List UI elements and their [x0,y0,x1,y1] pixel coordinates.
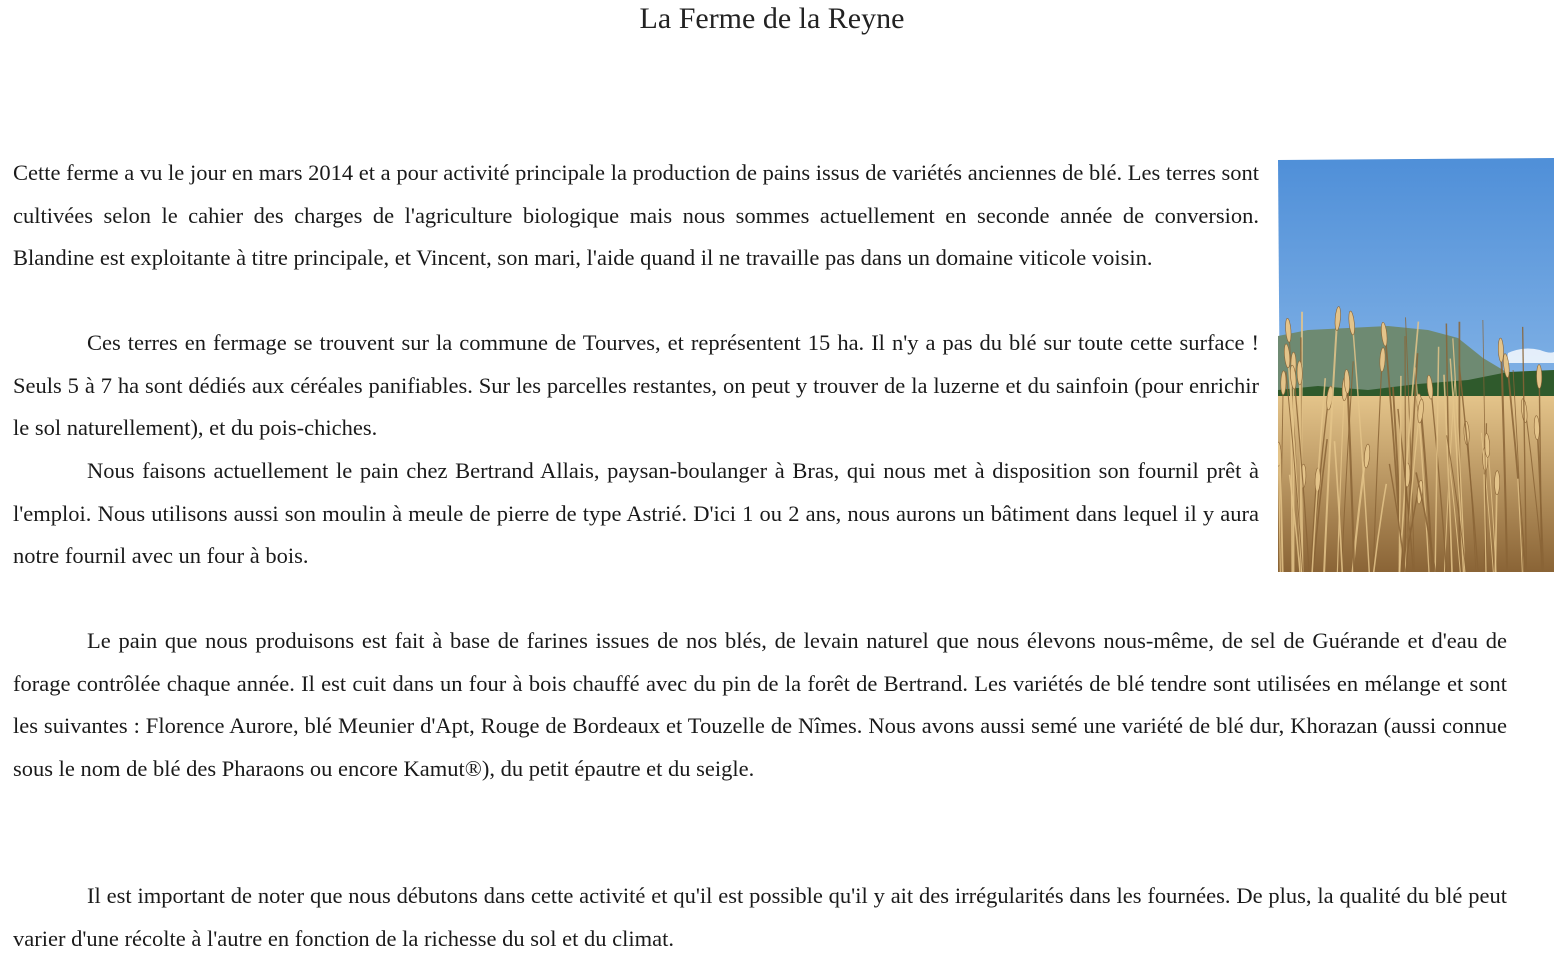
wheat-field-photo [1278,158,1554,572]
wheat-stalk [1405,336,1406,572]
page-title: La Ferme de la Reyne [639,2,905,35]
wheat-ear [1297,361,1303,385]
wheat-ear [1281,371,1287,395]
wheat-ear [1536,364,1542,388]
paragraph-bakery: Nous faisons actuellement le pain chez Bertrand Allais, paysan-boulanger à Bras, qui nous met à disposition son fournil prêt à l'emploi. Nous utilisons aussi son moulin à meule de pierre de type Astrié. D'ici 1 ou 2 ans, nous aurons un bâtiment dans lequel il y aura notre fournil avec un four à bois. [13,458,1259,569]
wheat-field-illustration [1278,158,1554,572]
paragraph-disclaimer: Il est important de noter que nous débutons dans cette activité et qu'il est possible qu'il y ait des irrégularités dans les fournées. De plus, la qualité du blé peut varier d'une récolte à l'autre en fonction de la richesse du sol et du climat. [13,883,1507,951]
wheat-ear [1494,471,1499,495]
paragraph-farm-intro: Cette ferme a vu le jour en mars 2014 et a pour activité principale la production de pains issus de variétés anciennes de blé. Les terres sont cultivées selon le cahier des charges de l'agriculture biologique mais nous sommes actuellement en seconde année de conversion. Blandine est exploitante à titre principale, et Vincent, son mari, l'aide quand il ne travaille pas dans un domaine viticole voisin. [13,160,1259,271]
paragraph-bread-varieties: Le pain que nous produisons est fait à base de farines issues de nos blés, de levain naturel que nous élevons nous-même, de sel de Guérande et d'eau de forage contrôlée chaque année. Il est cuit dans un four à bois chauffé avec du pin de la forêt de Bertrand. Les variétés de blé tendre sont utilisées en mélange et sont les suivantes : Florence Aurore, blé Meunier d'Apt, Rouge de Bordeaux et Touzelle de Nîmes. Nous avons aussi semé une variété de blé dur, Khorazan (aussi connue sous le nom de blé des Pharaons ou encore Kamut®), du petit épautre et du seigle. [13,628,1507,781]
paragraph-land: Ces terres en fermage se trouvent sur la commune de Tourves, et représentent 15 ha. Il n'y a pas du blé sur toute cette surface ! Seuls 5 à 7 ha sont dédiés aux céréales panifiables. Sur les parcelles restantes, on peut y trouver de la luzerne et du sainfoin (pour enrichir le sol naturellement), et du pois-chiches. [13,330,1259,441]
